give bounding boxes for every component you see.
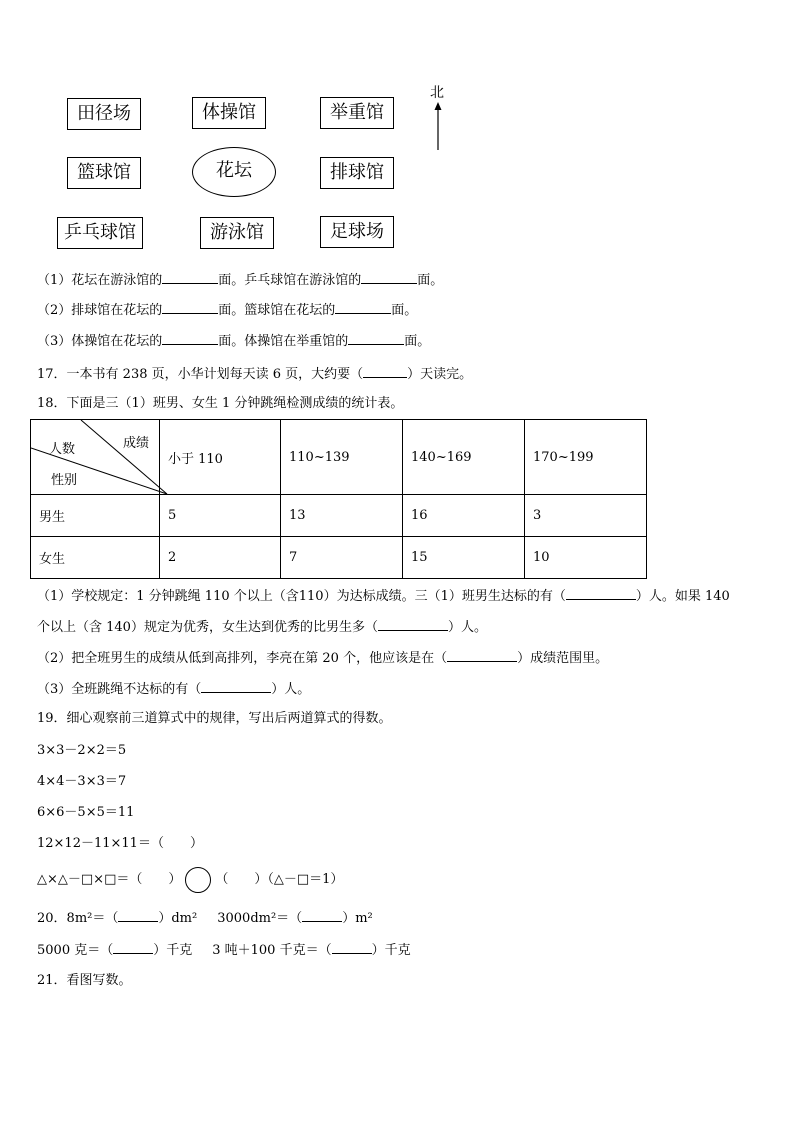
map-football-field: 足球场 — [320, 216, 394, 248]
map-weightlifting-hall: 举重馆 — [320, 97, 394, 129]
header-cell: 110~139 — [281, 420, 403, 495]
q18-part1-line2: 个以上（含 140）规定为优秀，女生达到优秀的比男生多（ ）人。 — [37, 620, 487, 635]
table-cell: 3 — [525, 495, 647, 537]
q19-expr-2: 4×4－3×3＝7 — [37, 774, 127, 789]
q20-line-1: 20．8m²＝（ ）dm² 3000dm²＝（ ）m² — [37, 911, 373, 926]
map-volleyball-hall: 排球馆 — [320, 157, 394, 189]
blank[interactable] — [566, 587, 636, 600]
map-basketball-hall: 篮球馆 — [67, 157, 141, 189]
table-cell: 16 — [403, 495, 525, 537]
q18-table — [30, 419, 647, 579]
blank[interactable] — [162, 271, 218, 284]
q18-title: 18．下面是三（1）班男、女生 1 分钟跳绳检测成绩的统计表。 — [37, 396, 404, 411]
row-label: 女生 — [31, 537, 160, 579]
table-cell: 2 — [160, 537, 281, 579]
blank[interactable] — [363, 365, 407, 378]
north-arrow-icon — [432, 102, 444, 152]
q19-expr-4: 12×12－11×11＝（ ） — [37, 836, 203, 851]
blank[interactable] — [332, 941, 372, 954]
table-corner-cell — [31, 420, 160, 495]
corner-bottom-label: 性别 — [51, 473, 78, 488]
map-flower-bed: 花坛 — [192, 147, 276, 197]
q18-part2: （2）把全班男生的成绩从低到高排列，李亮在第 20 个，他应该是在（ ）成绩范围里。 — [37, 651, 609, 666]
q18-part3: （3）全班跳绳不达标的有（ ）人。 — [37, 682, 311, 697]
q18-part1-line1: （1）学校规定：1 分钟跳绳 110 个以上（含110）为达标成绩。三（1）班男生达标的有（ ）人。如果 140 — [37, 589, 730, 604]
header-cell: 小于 110 — [160, 420, 281, 495]
table-cell: 10 — [525, 537, 647, 579]
map-table-tennis-hall: 乒乓球馆 — [57, 217, 143, 249]
table-row — [31, 495, 647, 537]
row-label: 男生 — [31, 495, 160, 537]
table-row — [31, 537, 647, 579]
q19-title: 19．细心观察前三道算式中的规律，写出后两道算式的得数。 — [37, 711, 392, 726]
q17: 17．一本书有 238 页，小华计划每天读 6 页，大约要（ ）天读完。 — [37, 367, 473, 382]
q19-expr-3: 6×6－5×5＝11 — [37, 805, 135, 820]
blank[interactable] — [302, 909, 342, 922]
blank[interactable] — [335, 301, 391, 314]
map-track-field: 田径场 — [67, 98, 141, 130]
map-swimming-hall: 游泳馆 — [200, 217, 274, 249]
header-cell: 140~169 — [403, 420, 525, 495]
q16-line-3: （3）体操馆在花坛的 面。体操馆在举重馆的 面。 — [37, 334, 431, 349]
q19-expr-1: 3×3－2×2＝5 — [37, 743, 127, 758]
table-cell: 7 — [281, 537, 403, 579]
blank[interactable] — [348, 332, 404, 345]
q19-expr-5: △×△－□×□＝（ ） （ ）（△－□＝1） — [37, 865, 343, 895]
blank[interactable] — [118, 909, 158, 922]
blank[interactable] — [162, 332, 218, 345]
operator-circle[interactable] — [185, 867, 211, 893]
blank[interactable] — [201, 680, 271, 693]
north-label: 北 — [430, 85, 444, 101]
blank[interactable] — [447, 649, 517, 662]
blank[interactable] — [361, 271, 417, 284]
q16-line-2: （2）排球馆在花坛的 面。篮球馆在花坛的 面。 — [37, 303, 418, 318]
header-cell: 170~199 — [525, 420, 647, 495]
blank[interactable] — [162, 301, 218, 314]
table-cell: 15 — [403, 537, 525, 579]
map-gymnastics-hall: 体操馆 — [192, 97, 266, 129]
corner-top-label: 成绩 — [123, 436, 150, 451]
q20-line-2: 5000 克＝（ ）千克 3 吨＋100 千克＝（ ）千克 — [37, 943, 411, 958]
table-cell: 13 — [281, 495, 403, 537]
q16-line-1: （1）花坛在游泳馆的 面。乒乓球馆在游泳馆的 面。 — [37, 273, 444, 288]
blank[interactable] — [113, 941, 153, 954]
blank[interactable] — [378, 618, 448, 631]
table-cell: 5 — [160, 495, 281, 537]
q21-title: 21．看图写数。 — [37, 973, 132, 988]
corner-middle-label: 人数 — [49, 442, 76, 457]
